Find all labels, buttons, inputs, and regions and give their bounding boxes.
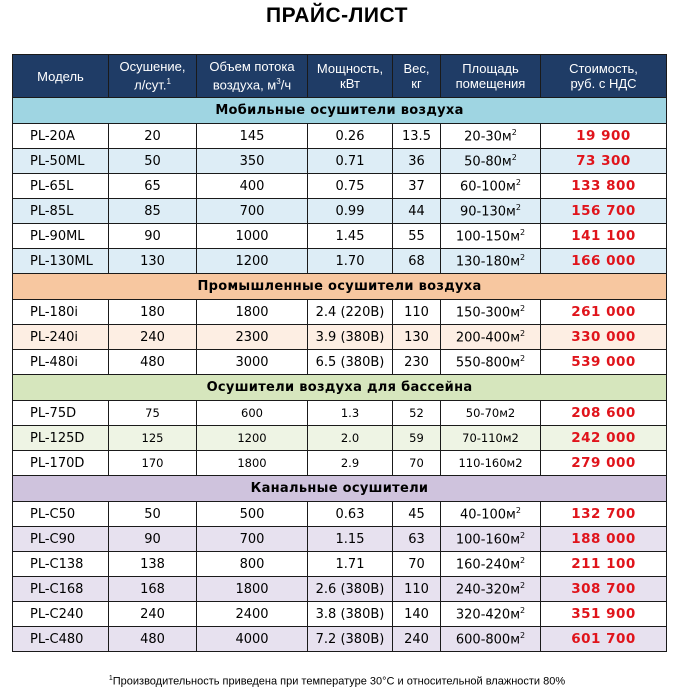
cell-area: $50-80м^2$ [441,149,541,174]
cell-model: PL-C138 [13,552,109,577]
cell-price: 351 900 [541,602,667,627]
header-price: Стоимость, руб. с НДС [541,55,667,98]
cell-weight: 110 [393,577,441,602]
section-title: Канальные осушители [13,476,667,502]
cell-weight: 70 [393,552,441,577]
cell-price: 261 000 [541,300,667,325]
cell-area: $160-240м^2$ [441,552,541,577]
cell-price: 601 700 [541,627,667,652]
cell-weight: 63 [393,527,441,552]
footnote: $^1$Производительность приведена при температуре 30°C и относительной влажности 80% [108,675,566,688]
cell-drying: 480 [109,350,197,375]
cell-area: $20-30м^2$ [441,124,541,149]
cell-model: PL-180i [13,300,109,325]
header-airflow: Объем потока воздуха, $м^3/ч$ [197,55,308,98]
cell-drying: 85 [109,199,197,224]
cell-area: $320-420м^2$ [441,602,541,627]
page-title: ПРАЙС-ЛИСТ [266,4,408,27]
cell-airflow: 800 [197,552,308,577]
cell-weight: 37 [393,174,441,199]
table-row [13,224,667,249]
cell-power: 3.9 (380В) [308,325,393,350]
cell-airflow: 1200 [197,426,308,451]
table-row [13,249,667,274]
cell-price: 19 900 [541,124,667,149]
cell-power: 0.26 [308,124,393,149]
cell-price: 211 100 [541,552,667,577]
cell-weight: 13.5 [393,124,441,149]
cell-area: $100-150м^2$ [441,224,541,249]
section-row-industrial [13,274,667,300]
section-title: Промышленные осушители воздуха [13,274,667,300]
cell-model: PL-50ML [13,149,109,174]
cell-power: 1.45 [308,224,393,249]
section-title: Осушители воздуха для бассейна [13,375,667,401]
cell-price: 308 700 [541,577,667,602]
section-row-pool [13,375,667,401]
cell-price: 539 000 [541,350,667,375]
cell-price: 73 300 [541,149,667,174]
cell-price: 141 100 [541,224,667,249]
table-row [13,401,667,426]
cell-power: 1.71 [308,552,393,577]
cell-price: 132 700 [541,502,667,527]
cell-area: $600-800м^2$ [441,627,541,652]
cell-model: PL-C50 [13,502,109,527]
cell-drying: 168 [109,577,197,602]
cell-power: 0.71 [308,149,393,174]
section-row-duct [13,476,667,502]
cell-drying: 170 [109,451,197,476]
cell-power: 3.8 (380В) [308,602,393,627]
cell-airflow: 700 [197,199,308,224]
cell-drying: 20 [109,124,197,149]
cell-model: PL-C480 [13,627,109,652]
cell-area: 110-160м2 [441,451,541,476]
table-row [13,577,667,602]
cell-airflow: 3000 [197,350,308,375]
cell-airflow: 145 [197,124,308,149]
cell-price: 166 000 [541,249,667,274]
cell-area: $240-320м^2$ [441,577,541,602]
cell-weight: 36 [393,149,441,174]
cell-price: 156 700 [541,199,667,224]
cell-drying: 90 [109,224,197,249]
table-row [13,552,667,577]
cell-model: PL-85L [13,199,109,224]
cell-model: PL-170D [13,451,109,476]
table-row [13,124,667,149]
cell-model: PL-480i [13,350,109,375]
cell-area: $40-100м^2$ [441,502,541,527]
cell-model: PL-130ML [13,249,109,274]
cell-drying: 240 [109,602,197,627]
cell-area: 50-70м2 [441,401,541,426]
cell-airflow: 400 [197,174,308,199]
cell-price: 330 000 [541,325,667,350]
cell-drying: 75 [109,401,197,426]
cell-power: 1.3 [308,401,393,426]
header-drying: Осушение, л/сут.$^1$ [109,55,197,98]
cell-model: PL-125D [13,426,109,451]
cell-airflow: 600 [197,401,308,426]
cell-model: PL-240i [13,325,109,350]
cell-power: 2.0 [308,426,393,451]
section-row-mobile [13,98,667,124]
cell-airflow: 500 [197,502,308,527]
cell-area: $150-300м^2$ [441,300,541,325]
cell-power: 0.63 [308,502,393,527]
cell-area: $100-160м^2$ [441,527,541,552]
cell-price: 242 000 [541,426,667,451]
cell-model: PL-65L [13,174,109,199]
cell-price: 188 000 [541,527,667,552]
cell-area: $60-100м^2$ [441,174,541,199]
table-row [13,174,667,199]
table-row [13,199,667,224]
table-row [13,426,667,451]
cell-drying: 240 [109,325,197,350]
cell-area: $550-800м^2$ [441,350,541,375]
cell-airflow: 1000 [197,224,308,249]
header-area: Площадь помещения [441,55,541,98]
price-table [12,54,667,652]
cell-power: 0.99 [308,199,393,224]
cell-model: PL-C90 [13,527,109,552]
table-row [13,325,667,350]
cell-price: 208 600 [541,401,667,426]
cell-airflow: 350 [197,149,308,174]
cell-drying: 138 [109,552,197,577]
cell-airflow: 700 [197,527,308,552]
cell-model: PL-C240 [13,602,109,627]
cell-airflow: 1800 [197,300,308,325]
table-row [13,300,667,325]
cell-model: PL-75D [13,401,109,426]
header-weight: Вес, кг [393,55,441,98]
cell-area: $200-400м^2$ [441,325,541,350]
cell-power: 2.9 [308,451,393,476]
cell-price: 133 800 [541,174,667,199]
cell-weight: 130 [393,325,441,350]
cell-drying: 180 [109,300,197,325]
cell-airflow: 1200 [197,249,308,274]
cell-airflow: 1800 [197,577,308,602]
section-title: Мобильные осушители воздуха [13,98,667,124]
cell-power: 1.70 [308,249,393,274]
cell-drying: 65 [109,174,197,199]
cell-weight: 230 [393,350,441,375]
cell-drying: 125 [109,426,197,451]
cell-weight: 68 [393,249,441,274]
cell-area: 70-110м2 [441,426,541,451]
cell-area: $90-130м^2$ [441,199,541,224]
cell-model: PL-C168 [13,577,109,602]
cell-weight: 59 [393,426,441,451]
cell-power: 6.5 (380В) [308,350,393,375]
cell-airflow: 2300 [197,325,308,350]
cell-area: $130-180м^2$ [441,249,541,274]
cell-weight: 140 [393,602,441,627]
cell-drying: 50 [109,502,197,527]
table-row [13,149,667,174]
cell-airflow: 2400 [197,602,308,627]
cell-drying: 130 [109,249,197,274]
cell-airflow: 1800 [197,451,308,476]
cell-drying: 90 [109,527,197,552]
cell-power: 1.15 [308,527,393,552]
table-row [13,602,667,627]
cell-airflow: 4000 [197,627,308,652]
cell-drying: 480 [109,627,197,652]
table-row [13,502,667,527]
cell-power: 2.6 (380В) [308,577,393,602]
cell-power: 2.4 (220В) [308,300,393,325]
cell-power: 7.2 (380В) [308,627,393,652]
cell-weight: 44 [393,199,441,224]
table-header-row [13,55,667,98]
cell-weight: 52 [393,401,441,426]
cell-weight: 110 [393,300,441,325]
cell-weight: 45 [393,502,441,527]
cell-price: 279 000 [541,451,667,476]
cell-model: PL-20A [13,124,109,149]
table-row [13,527,667,552]
cell-power: 0.75 [308,174,393,199]
cell-weight: 70 [393,451,441,476]
header-power: Мощность, кВт [308,55,393,98]
cell-drying: 50 [109,149,197,174]
cell-weight: 55 [393,224,441,249]
table-row [13,627,667,652]
cell-model: PL-90ML [13,224,109,249]
header-model: Модель [13,55,109,98]
table-row [13,451,667,476]
table-row [13,350,667,375]
cell-weight: 240 [393,627,441,652]
